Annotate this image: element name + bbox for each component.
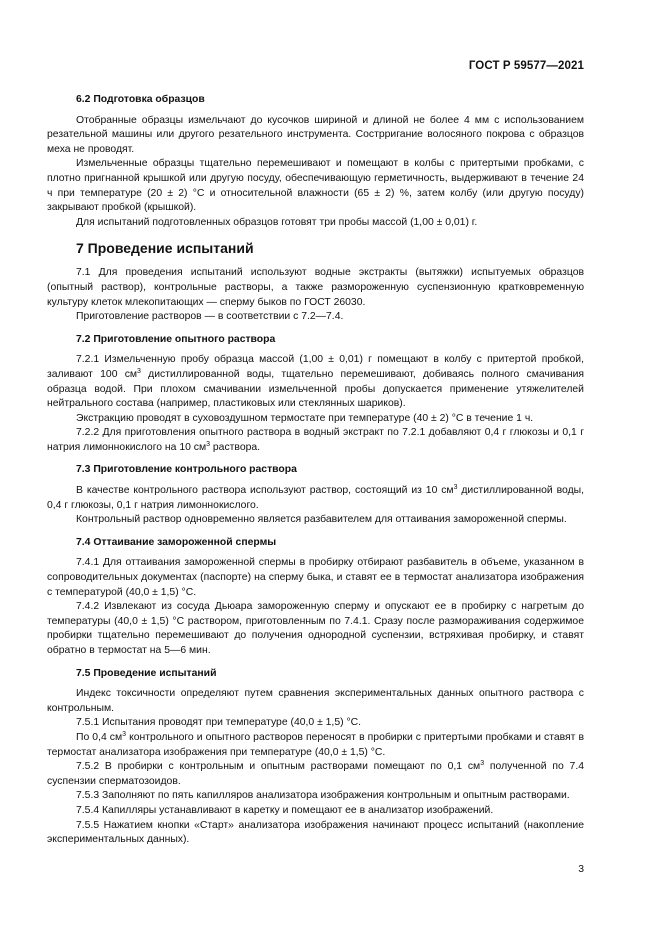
paragraph: 7.5.2 В пробирки с контрольным и опытным растворами помещают по 0,1 $см^3$ полученной по 7.4 суспензии сперматозоидов. (47, 760, 585, 787)
page-number: 3 (578, 864, 584, 875)
paragraph: 7.2.2 Для приготовления опытного раствора в водный экстракт по 7.2.1 добавляют 0,4 г глюкозы и 0,1 г натрия лимоннокислого на 10 $см^3$ раствора. (47, 427, 584, 453)
paragraph: В качестве контрольного раствора используют раствор, состоящий из 10 $см^3$ дистиллированной воды, 0,4 г глюкозы, 0,1 г натрия лимоннокислого. (47, 484, 584, 511)
document-body (47, 93, 584, 848)
paragraph: 7.5.1 Испытания проводят при температуре (40,0 ± 1,5) °С. (76, 717, 361, 729)
section-6-2-title: 6.2 Подготовка образцов (76, 94, 205, 105)
paragraph: 7.4.1 Для оттаивания замороженной спермы в пробирку отбирают разбавитель в объеме, указанном в сопроводительных документах (паспорте) на сперму быка, и ставят ее в термостат анализатора изображения с температурой (40,0 ± 1,5) °С. (47, 557, 584, 598)
paragraph: 7.5.4 Капилляры устанавливают в каретку и помещают ее в анализатор изображений. (76, 804, 494, 816)
section-7-5-title: 7.5 Проведение испытаний (76, 667, 217, 679)
paragraph: Индекс токсичности определяют путем сравнения экспериментальных данных опытного раствора с контрольным. (47, 688, 584, 714)
paragraph: Отобранные образцы измельчают до кусочков шириной и длиной не более 4 мм с использованием резательной машины или другого резательного инструмента. Сострригание волосяного покрова с образцов меха не проводят. (47, 114, 584, 155)
paragraph: 7.2.1 Измельченную пробу образца массой (1,00 ± 0,01) г помещают в колбу с притертой пробкой, заливают 100 $см^3$ дистиллированной воды, тщательно перемешивают, добиваясь полного смачивания образца водой. При плохом смачивании измельченной пробы допускается применение утяжелителей нейтрального состава (например, пластиковых или стеклянных шариков). (47, 354, 584, 410)
paragraph: Контрольный раствор одновременно является разбавителем для оттаивания замороженной спермы. (76, 514, 567, 526)
section-7-title: 7 Проведение испытаний (76, 240, 254, 257)
paragraph: Для испытаний подготовленных образцов готовят три пробы массой (1,00 ± 0,01) г. (76, 216, 478, 228)
paragraph: 7.1 Для проведения испытаний используют водные экстракты (вытяжки) испытуемых образцов (опытный раствор), контрольные растворы, а также размороженную суспензионную кратковременную культуру клеток млекопитающих — сперму быков по ГОСТ 26030. (47, 267, 584, 308)
paragraph: 7.4.2 Извлекают из сосуда Дьюара замороженную сперму и опускают ее в пробирку с нагретым до температуры (40,0 ± 1,5) °С раствором, приготовленным по 7.4.1. Сразу после размораживания содержимое пробирки тщательно перемешивают до получения однородной суспензии, встряхивая пробирку, и ставят обратно в термостат на 5—6 мин. (47, 601, 584, 656)
document-header: ГОСТ Р 59577—2021 (468, 60, 584, 72)
paragraph: 7.5.5 Нажатием кнопки «Старт» анализатора изображения начинают процесс испытаний (накопление экспериментальных данных). (47, 819, 584, 846)
paragraph: Экстракцию проводят в суховоздушном термостате при температуре (40 ± 2) °С в течение 1 ч. (76, 412, 534, 424)
section-7-2-title: 7.2 Приготовление опытного раствора (76, 333, 276, 345)
paragraph: Измельченные образцы тщательно перемешивают и помещают в колбы с притертыми пробками, с плотно пригнанной крышкой или другую посуду, обеспечивающую герметичность, выдерживают в течение 24 ч при температуре (20 ± 2) °С и относительной влажности (65 ± 2) %, затем колбу (или другую посуду) закрывают пробкой (крышкой). (47, 158, 584, 214)
paragraph: Приготовление растворов — в соответствии с 7.2—7.4. (76, 311, 344, 323)
paragraph: По 0,4 $см^3$ контрольного и опытного растворов переносят в пробирки с притертыми пробками и ставят в термостат анализатора изображения при температуре (40,0 ± 1,5) °С. (47, 730, 584, 758)
section-7-4-title: 7.4 Оттаивание замороженной спермы (76, 536, 277, 548)
section-7-3-title: 7.3 Приготовление контрольного раствора (76, 464, 297, 476)
paragraph: 7.5.3 Заполняют по пять капилляров анализатора изображения контрольным и опытным растворами. (76, 790, 570, 802)
